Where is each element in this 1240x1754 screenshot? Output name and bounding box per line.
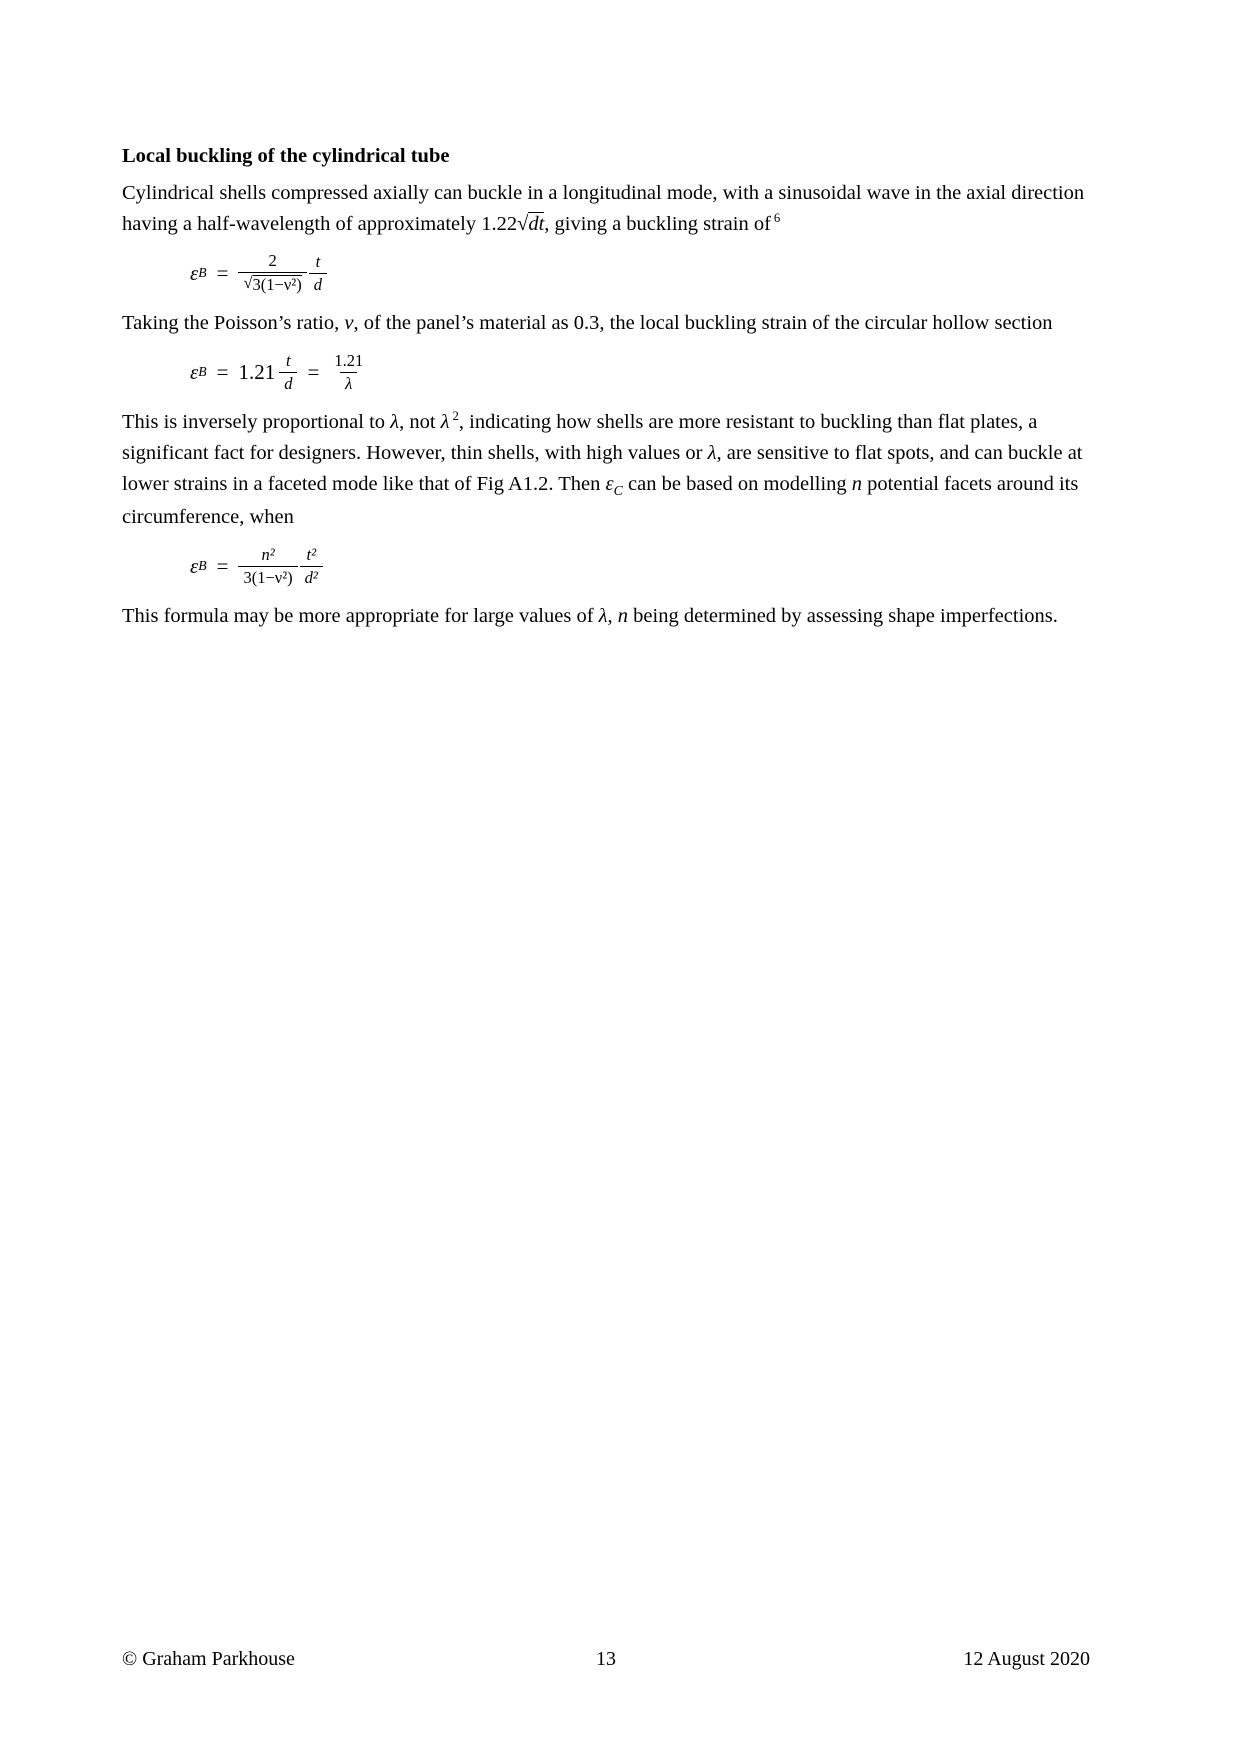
numerator: 1.21 (334, 350, 364, 370)
fraction (329, 352, 368, 393)
footer-copyright: © Graham Parkhouse (122, 1648, 295, 1670)
denominator (238, 272, 306, 294)
text-run: 6 (773, 211, 781, 226)
denominator: 3(1−ν²) (238, 566, 297, 587)
paragraph-poisson (122, 308, 1090, 339)
coefficient: 1.21 (238, 359, 276, 384)
fraction (300, 546, 323, 587)
denominator: d (309, 273, 327, 294)
denominator: λ (340, 372, 357, 393)
text-run: This is inversely proportional to (122, 410, 391, 433)
paragraph-lambda-discussion (122, 407, 1090, 534)
text-run: λ (598, 604, 608, 627)
numerator: t (315, 251, 321, 271)
text-run: This formula may be more appropriate for large values of (122, 604, 599, 627)
text-run: , giving a buckling strain of (544, 212, 771, 235)
math-epsilon: ε (190, 359, 199, 384)
text-run: Taking the Poisson’s ratio, (122, 312, 345, 335)
page-footer (122, 1648, 1090, 1671)
math-epsilon: ε (190, 260, 199, 285)
numerator: n² (261, 544, 275, 564)
equals-sign: = (216, 359, 229, 384)
fraction (309, 253, 327, 294)
text-run: 1.22 (481, 212, 518, 235)
formula-cylinder-buckling-strain: ε B = 2 √ 3(1−ν²) $\frac{t}{d}$ (190, 252, 1090, 294)
numerator: 2 (268, 251, 277, 271)
paragraph-conclusion (122, 601, 1090, 632)
formula-local-buckling-strain: ε B = 1.21 $\frac{t}{d}$ = $\frac{1.21}{\lambda}$ (190, 352, 1090, 393)
math-epsilon: ε (190, 553, 199, 578)
text-run: , not (399, 410, 441, 433)
footer-page-number: 13 (596, 1648, 616, 1670)
text-run: λ (390, 410, 400, 433)
text-run: λ (440, 410, 450, 433)
text-run: n (851, 473, 863, 496)
text-run: potential facets around its circumference, when (122, 473, 1079, 529)
fraction (279, 352, 297, 393)
numerator: t² (306, 544, 317, 564)
numerator: t (286, 350, 291, 370)
footer-date: 12 August 2020 (963, 1648, 1090, 1670)
text-run: , of the panel’s material as 0.3, the local buckling strain of the circular hollow section (353, 312, 1053, 335)
radical-sign: √ (243, 273, 253, 293)
formula-faceted-buckling-strain: ε B = $\frac{\text{n²}}{\text{3(1−ν²)}}$ $\frac{\text{t²}}{\text{d²}}$ (190, 546, 1090, 587)
text-run: C (613, 484, 623, 500)
equals-sign: = (216, 260, 229, 285)
text-run: , (607, 604, 618, 627)
text-run: , indicating how shells are more resistant to buckling than flat plates, a significant fact for designers. However, thin shells, with high values or (122, 410, 1038, 464)
denominator: d² (300, 566, 323, 587)
text-run: 2 (452, 408, 459, 423)
text-run: dt (528, 212, 545, 235)
fraction (238, 252, 306, 294)
text-run: ε (605, 473, 614, 496)
paragraph-intro (122, 178, 1090, 240)
equals-sign: = (307, 359, 320, 384)
radicand: 3(1−ν²) (252, 275, 302, 295)
section-heading: Local buckling of the cylindrical tube (122, 145, 450, 167)
text-run: n (617, 604, 629, 627)
text-run: being determined by assessing shape imperfections. (628, 604, 1058, 627)
text-run: , are sensitive to flat spots, and can buckle at lower strains in a faceted mode like that of Fig A1.2. Then (122, 441, 1083, 496)
equals-sign: = (216, 553, 229, 578)
text-run: √ (517, 212, 529, 235)
text-run: Cylindrical shells compressed axially can buckle in a longitudinal mode, with a sinusoidal wave in the axial direction having a half-wavelength of approximately (122, 181, 1085, 235)
denominator: d (279, 372, 297, 393)
text-run: can be based on modelling (622, 473, 852, 496)
text-run: ν (344, 312, 354, 335)
fraction (238, 546, 297, 587)
text-run: λ (707, 441, 717, 464)
